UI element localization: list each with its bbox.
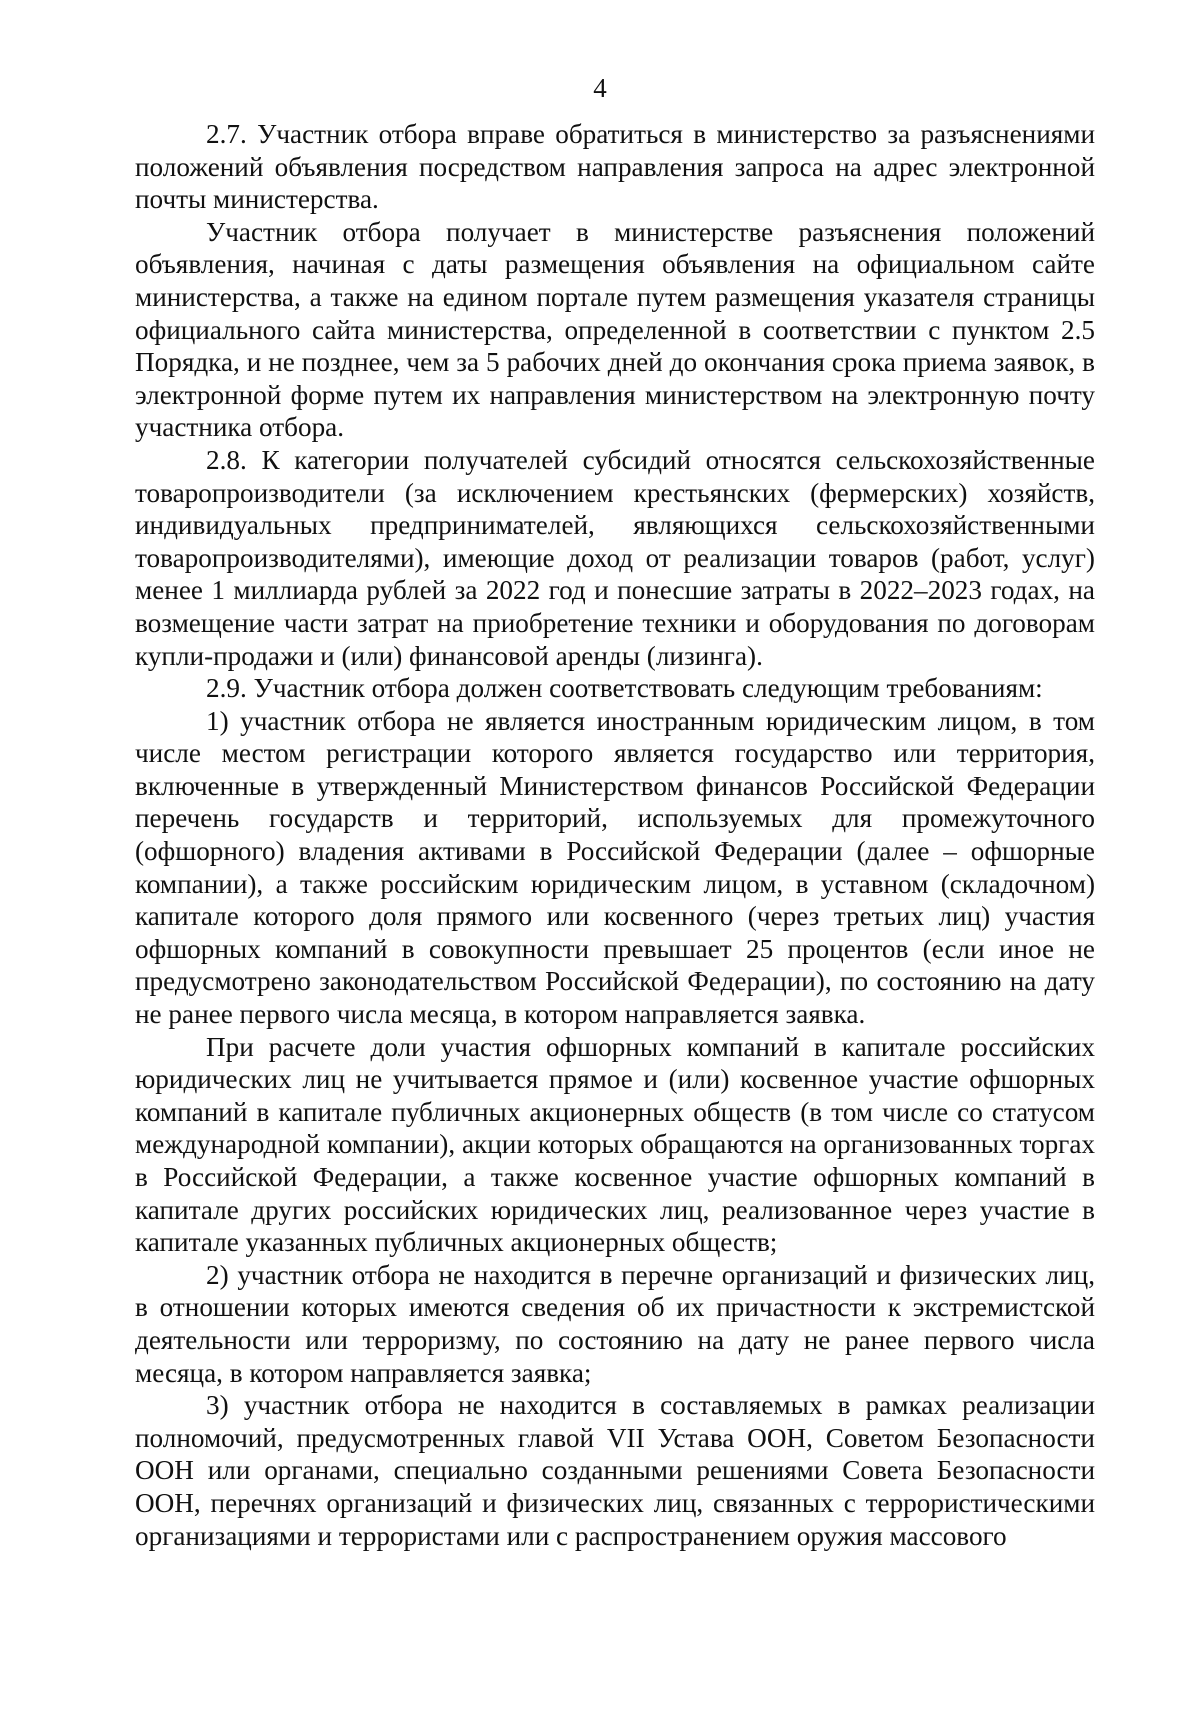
paragraph-2-7: 2.7. Участник отбора вправе обратиться в министерство за разъяснениями положений объявления посредством направления запроса на адрес электронной почты министерства. xyxy=(135,119,1095,215)
requirement-2: 2) участник отбора не находится в перечне организаций и физических лиц, в отношении которых имеются сведения об их причастности к экстремистской деятельности или терроризму, по состоянию на дату не ранее первого числа месяца, в котором направляется заявка; xyxy=(135,1259,1095,1388)
document-body xyxy=(135,118,1095,1552)
requirement-3: 3) участник отбора не находится в составляемых в рамках реализации полномочий, предусмотренных главой VII Устава ООН, Советом Безопасности ООН или органами, специально созданными решениями Совета Безопасности ООН, перечнях организаций и физических лиц, связанных с террористическими организациями и террористами или с распространением оружия массового xyxy=(135,1390,1095,1551)
paragraph-2-9: 2.9. Участник отбора должен соответствовать следующим требованиям: xyxy=(206,673,1043,704)
requirement-1: 1) участник отбора не является иностранным юридическим лицом, в том числе местом регистрации которого является государство или территория, включенные в утвержденный Министерством финансов Российской Федерации перечень государств и территорий, используемых для промежуточного (офшорного) владения активами в Российской Федерации (далее – офшорные компании), а также российским юридическим лицом, в уставном (складочном) капитале которого доля прямого или косвенного (через третьих лиц) участия офшорных компаний в совокупности превышает 25 процентов (если иное не предусмотрено законодательством Российской Федерации), по состоянию на дату не ранее первого числа месяца, в котором направляется заявка. xyxy=(135,705,1095,1030)
paragraph-2-8: 2.8. К категории получателей субсидий относятся сельскохозяйственные товаропроизводители (за исключением крестьянских (фермерских) хозяйств, индивидуальных предпринимателей, являющихся сельскохозяйственными товаропроизводителями), имеющие доход от реализации товаров (работ, услуг) менее 1 миллиарда рублей за 2022 год и понесшие затраты в 2022–2023 годах, на возмещение части затрат на приобретение техники и оборудования по договорам купли-продажи и (или) финансовой аренды (лизинга). xyxy=(135,444,1095,671)
page-number: 4 xyxy=(593,73,607,103)
offshore-share-note: При расчете доли участия офшорных компаний в капитале российских юридических лиц не учитывается прямое и (или) косвенное участие офшорных компаний в капитале публичных акционерных обществ (в том числе со статусом международной компании), акции которых обращаются на организованных торгах в Российской Федерации, а также косвенное участие офшорных компаний в капитале других российских юридических лиц, реализованное через участие в капитале указанных публичных акционерных обществ; xyxy=(135,1031,1095,1258)
paragraph-clarifications: Участник отбора получает в министерстве разъяснения положений объявления, начиная с даты размещения объявления на официальном сайте министерства, а также на едином портале путем размещения указателя страницы официального сайта министерства, определенной в соответствии с пунктом 2.5 Порядка, и не позднее, чем за 5 рабочих дней до окончания срока приема заявок, в электронной форме путем их направления министерством на электронную почту участника отбора. xyxy=(135,216,1095,443)
